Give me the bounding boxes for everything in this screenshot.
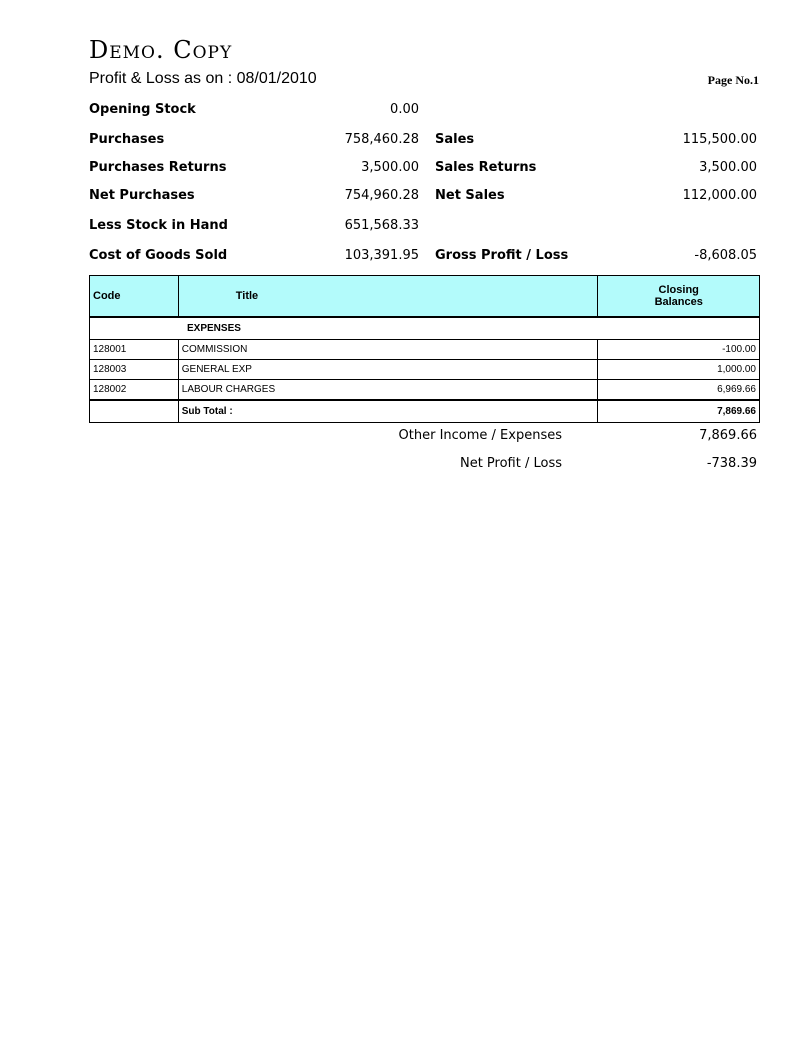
purchases-label: Purchases bbox=[89, 132, 165, 147]
purchases-value: 758,460.28 bbox=[344, 132, 419, 147]
row-balance: 1,000.00 bbox=[598, 360, 760, 380]
sales-returns-label: Sales Returns bbox=[435, 160, 537, 175]
subtotal-label: Sub Total : bbox=[178, 400, 598, 423]
less-stock-label: Less Stock in Hand bbox=[89, 218, 228, 233]
closing-balances-header bbox=[598, 276, 760, 318]
gross-profit-value: -8,608.05 bbox=[694, 248, 757, 263]
other-income-label: Other Income / Expenses bbox=[398, 428, 562, 443]
net-sales-value: 112,000.00 bbox=[682, 188, 757, 203]
subtotal-code-cell bbox=[90, 400, 179, 423]
row-code: 128001 bbox=[90, 340, 179, 360]
sales-value: 115,500.00 bbox=[682, 132, 757, 147]
less-stock-value: 651,568.33 bbox=[344, 218, 419, 233]
closing-header-line1: Closing bbox=[658, 284, 699, 296]
sales-label: Sales bbox=[435, 132, 475, 147]
group-row bbox=[90, 317, 760, 340]
title-header: Title bbox=[178, 276, 598, 318]
row-balance: -100.00 bbox=[598, 340, 760, 360]
purchases-returns-label: Purchases Returns bbox=[89, 160, 227, 175]
row-code: 128002 bbox=[90, 380, 179, 401]
row-title: GENERAL EXP bbox=[178, 360, 598, 380]
opening-stock-value: 0.00 bbox=[390, 102, 419, 117]
net-purchases-value: 754,960.28 bbox=[344, 188, 419, 203]
net-purchases-label: Net Purchases bbox=[89, 188, 195, 203]
table-row bbox=[90, 340, 760, 360]
sales-returns-value: 3,500.00 bbox=[699, 160, 757, 175]
row-code: 128003 bbox=[90, 360, 179, 380]
row-title: LABOUR CHARGES bbox=[178, 380, 598, 401]
subtotal-row bbox=[90, 400, 760, 423]
net-profit-value: -738.39 bbox=[706, 456, 757, 471]
code-header: Code bbox=[90, 276, 179, 318]
cogs-value: 103,391.95 bbox=[344, 248, 419, 263]
closing-header-line2: Balances bbox=[654, 296, 703, 308]
row-balance: 6,969.66 bbox=[598, 380, 760, 401]
report-title: Profit & Loss as on : 08/01/2010 bbox=[89, 70, 317, 87]
cogs-label: Cost of Goods Sold bbox=[89, 248, 228, 263]
other-income-value: 7,869.66 bbox=[699, 428, 757, 443]
ledger-table bbox=[89, 275, 760, 423]
gross-profit-label: Gross Profit / Loss bbox=[435, 248, 569, 263]
table-row bbox=[90, 380, 760, 401]
subtotal-value: 7,869.66 bbox=[598, 400, 760, 423]
row-title: COMMISSION bbox=[178, 340, 598, 360]
group-label: EXPENSES bbox=[90, 317, 760, 340]
table-row bbox=[90, 360, 760, 380]
net-sales-label: Net Sales bbox=[435, 188, 505, 203]
table-header-row bbox=[90, 276, 760, 318]
net-profit-label: Net Profit / Loss bbox=[459, 456, 562, 471]
company-name: Demo. Copy bbox=[89, 36, 233, 64]
opening-stock-label: Opening Stock bbox=[89, 102, 196, 117]
page-number: Page No.1 bbox=[707, 73, 759, 87]
purchases-returns-value: 3,500.00 bbox=[361, 160, 419, 175]
